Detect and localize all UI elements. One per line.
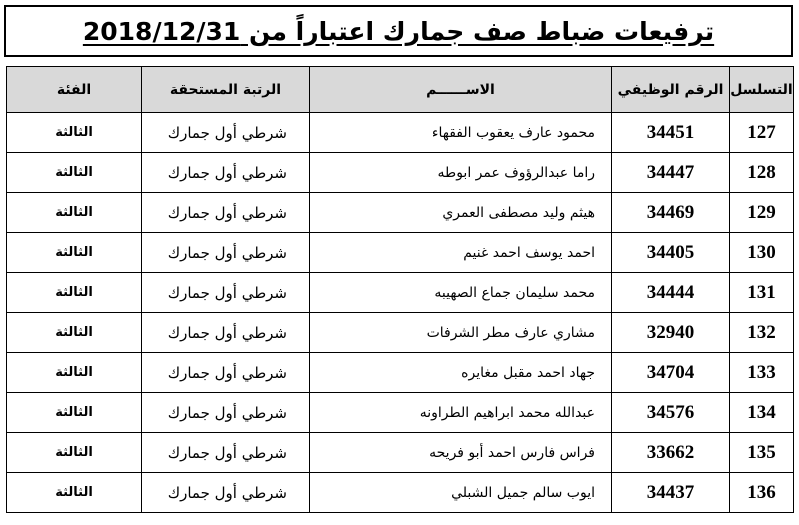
cell-category: الثالثة	[7, 433, 142, 473]
cell-serial: 136	[730, 473, 794, 513]
cell-category: الثالثة	[7, 393, 142, 433]
table-row	[7, 273, 794, 313]
cell-name: هيثم وليد مصطفى العمري	[310, 193, 612, 233]
cell-job-id: 33662	[612, 433, 730, 473]
cell-rank: شرطي أول جمارك	[142, 113, 310, 153]
cell-rank: شرطي أول جمارك	[142, 313, 310, 353]
title-box	[4, 5, 793, 57]
cell-name: محمد سليمان جماع الصهيبه	[310, 273, 612, 313]
header-category: الفئة	[7, 67, 142, 113]
cell-category: الثالثة	[7, 193, 142, 233]
cell-name: ايوب سالم جميل الشبلي	[310, 473, 612, 513]
cell-job-id: 34576	[612, 393, 730, 433]
table-row	[7, 313, 794, 353]
cell-category: الثالثة	[7, 353, 142, 393]
cell-serial: 133	[730, 353, 794, 393]
cell-name: مشاري عارف مطر الشرفات	[310, 313, 612, 353]
cell-job-id: 34451	[612, 113, 730, 153]
cell-serial: 128	[730, 153, 794, 193]
cell-serial: 134	[730, 393, 794, 433]
cell-rank: شرطي أول جمارك	[142, 273, 310, 313]
cell-job-id: 34447	[612, 153, 730, 193]
header-rank: الرتبة المستحقة	[142, 67, 310, 113]
cell-job-id: 34444	[612, 273, 730, 313]
table-row	[7, 113, 794, 153]
cell-rank: شرطي أول جمارك	[142, 353, 310, 393]
table-row	[7, 473, 794, 513]
cell-category: الثالثة	[7, 153, 142, 193]
cell-rank: شرطي أول جمارك	[142, 433, 310, 473]
table-row	[7, 353, 794, 393]
promotions-table	[6, 66, 794, 513]
cell-name: احمد يوسف احمد غنيم	[310, 233, 612, 273]
table-row	[7, 233, 794, 273]
cell-category: الثالثة	[7, 473, 142, 513]
cell-name: جهاد احمد مقبل مغايره	[310, 353, 612, 393]
header-job-id: الرقم الوظيفي	[612, 67, 730, 113]
cell-category: الثالثة	[7, 233, 142, 273]
cell-category: الثالثة	[7, 313, 142, 353]
cell-category: الثالثة	[7, 273, 142, 313]
table-row	[7, 193, 794, 233]
cell-name: راما عبدالرؤوف عمر ابوطه	[310, 153, 612, 193]
cell-name: عبدالله محمد ابراهيم الطراونه	[310, 393, 612, 433]
cell-serial: 131	[730, 273, 794, 313]
table-row	[7, 393, 794, 433]
cell-job-id: 32940	[612, 313, 730, 353]
table-header-row	[7, 67, 794, 113]
cell-name: فراس فارس احمد أبو فريحه	[310, 433, 612, 473]
document-title: ترفيعات ضباط صف جمارك اعتباراً من 2018/12/31	[82, 16, 715, 46]
cell-rank: شرطي أول جمارك	[142, 473, 310, 513]
cell-serial: 129	[730, 193, 794, 233]
cell-serial: 132	[730, 313, 794, 353]
cell-serial: 135	[730, 433, 794, 473]
table-row	[7, 153, 794, 193]
cell-name: محمود عارف يعقوب الفقهاء	[310, 113, 612, 153]
header-name: الاســــــم	[310, 67, 612, 113]
table-row	[7, 433, 794, 473]
cell-rank: شرطي أول جمارك	[142, 233, 310, 273]
cell-rank: شرطي أول جمارك	[142, 153, 310, 193]
cell-job-id: 34437	[612, 473, 730, 513]
cell-job-id: 34704	[612, 353, 730, 393]
cell-category: الثالثة	[7, 113, 142, 153]
cell-rank: شرطي أول جمارك	[142, 393, 310, 433]
cell-job-id: 34469	[612, 193, 730, 233]
cell-rank: شرطي أول جمارك	[142, 193, 310, 233]
cell-job-id: 34405	[612, 233, 730, 273]
cell-serial: 127	[730, 113, 794, 153]
cell-serial: 130	[730, 233, 794, 273]
header-serial: التسلسل	[730, 67, 794, 113]
